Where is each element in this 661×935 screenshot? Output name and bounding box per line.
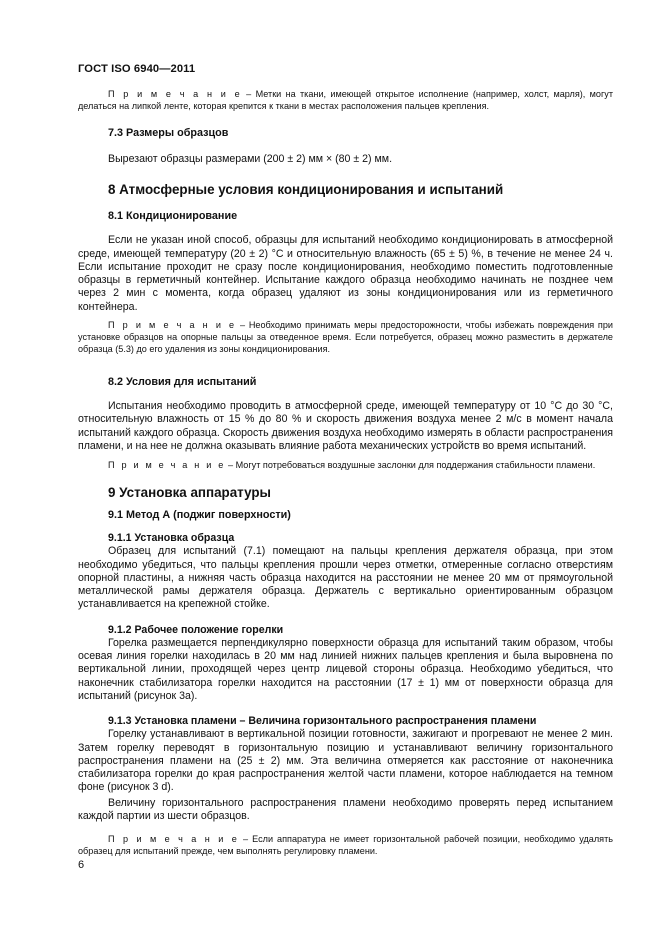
note-7-2 <box>78 88 613 112</box>
paragraph-9-1-1: Образец для испытаний (7.1) помещают на пальцы крепления держателя образца, при этом необходимо убедиться, что пальцы крепления прошли через отметки, отмеренные согласно отверстиям опорной пластины, а нижняя часть образца находится на расстоянии не менее 20 мм от прямоугольной металлической рамы держателя образца. Держатель с вертикально ориентированным образцом устанавливается на крепежной стойке. <box>78 545 613 611</box>
note-text: Если аппаратура не имеет горизонтальной рабочей позиции, необходимо удалять образец для испытаний прежде, чем выполнять регулировку пламени. <box>78 834 613 857</box>
section-heading-9: 9 Установка аппаратуры <box>108 485 271 501</box>
paragraph-9-1-3a: Горелку устанавливают в вертикальной позиции готовности, зажигают и прогревают не менее 2 мин. Затем горелку переводят в горизонтальную позицию и устанавливают величину горизонтального распространения пламени на (25 ± 2) мм. Эта величина отмеряется как расстояние от наконечника стабилизатора горелки до края распространения желтой части пламени, которое наблюдается на темном фоне (рисунок 3 d). <box>78 728 613 794</box>
section-heading-7-3: 7.3 Размеры образцов <box>108 127 229 139</box>
section-heading-8-1: 8.1 Кондиционирование <box>108 210 238 223</box>
note-label: П р и м е ч а н и е <box>108 320 237 331</box>
note-separator: – <box>241 89 256 99</box>
section-heading-9-1-2: 9.1.2 Рабочее положение горелки <box>108 623 284 636</box>
section-heading-8-2: 8.2 Условия для испытаний <box>108 376 257 389</box>
note-label: П р и м е ч а н и е <box>108 89 242 99</box>
paragraph-9-1-2: Горелка размещается перпендикулярно поверхности образца для испытаний таким образом, чтобы осевая линия горелки находилась в 20 мм над линией нижних пальцев крепления и была выровнена по вертикальной линии, проходящей через центр лицевой стороны образца. Необходимо убедиться, что наконечник стабилизатора горелки находится на расстоянии (17 ± 1) мм от поверхности образца для испытаний (рисунок 3а). <box>78 636 613 702</box>
section-heading-8: 8 Атмосферные условия кондиционирования и испытаний <box>108 182 504 198</box>
paragraph-8-1: Если не указан иной способ, образцы для испытаний необходимо кондиционировать в атмосферной среде, имеющей температуру (20 ± 2) °С и относительную влажность (65 ± 5) %, в течение не менее 24 ч. Если испытание проходит не сразу после кондиционирования, необходимо поместить подготовленные образцы в герметичный контейнер. Испытание каждого образца необходимо начинать не позднее чем через 2 мин с момента, когда образец удаляют из зоны кондиционирования или из герметичного контейнера. <box>78 234 613 313</box>
note-separator: – <box>236 320 249 331</box>
section-heading-9-1-3: 9.1.3 Установка пламени – Величина горизонтального распространения пламени <box>108 715 537 728</box>
paragraph-9-1-3b: Величину горизонтального распространения пламени необходимо проверять перед испытанием каждой партии из шести образцов. <box>78 796 613 823</box>
page-number: 6 <box>78 859 85 871</box>
note-text: Необходимо принимать меры предосторожности, чтобы избежать повреждения при установке образцов на опорные пальцы за отведенное время. Если потребуется, образец можно разместить в держателе образца (5.3) до его удаления из зоны кондиционирования. <box>78 320 613 355</box>
note-8-2 <box>78 459 613 471</box>
paragraph-8-2: Испытания необходимо проводить в атмосферной среде, имеющей температуру от 10 °С до 30 °С, относительную влажность от 15 % до 80 % и скорость движения воздуха менее 2 м/с в момент начала испытаний каждого образца. Скорость движения воздуха необходимо измерять в области распространения пламени, и на нее не должна оказывать влияние работа механических устройств во время испытаний. <box>78 400 613 452</box>
note-9-1-3 <box>78 833 613 857</box>
section-heading-9-1-1: 9.1.1 Установка образца <box>108 532 235 545</box>
note-text: Метки на ткани, имеющей открытое исполнение (например, холст, марля), могут делаться на липкой ленте, которая крепится к ткани в местах расположения пальцев крепления. <box>78 89 613 111</box>
note-separator: – <box>239 834 253 845</box>
document-content <box>78 88 613 857</box>
note-label: П р и м е ч а н и е <box>108 834 239 845</box>
note-8-1 <box>78 319 613 355</box>
document-header: ГОСТ ISO 6940—2011 <box>78 63 196 75</box>
note-separator: – <box>225 460 236 471</box>
note-label: П р и м е ч а н и е <box>108 460 226 471</box>
section-heading-9-1: 9.1 Метод А (поджиг поверхности) <box>108 509 291 522</box>
paragraph-7-3: Вырезают образцы размерами (200 ± 2) мм × (80 ± 2) мм. <box>108 153 393 165</box>
note-text: Могут потребоваться воздушные заслонки для поддержания стабильности пламени. <box>235 460 596 471</box>
